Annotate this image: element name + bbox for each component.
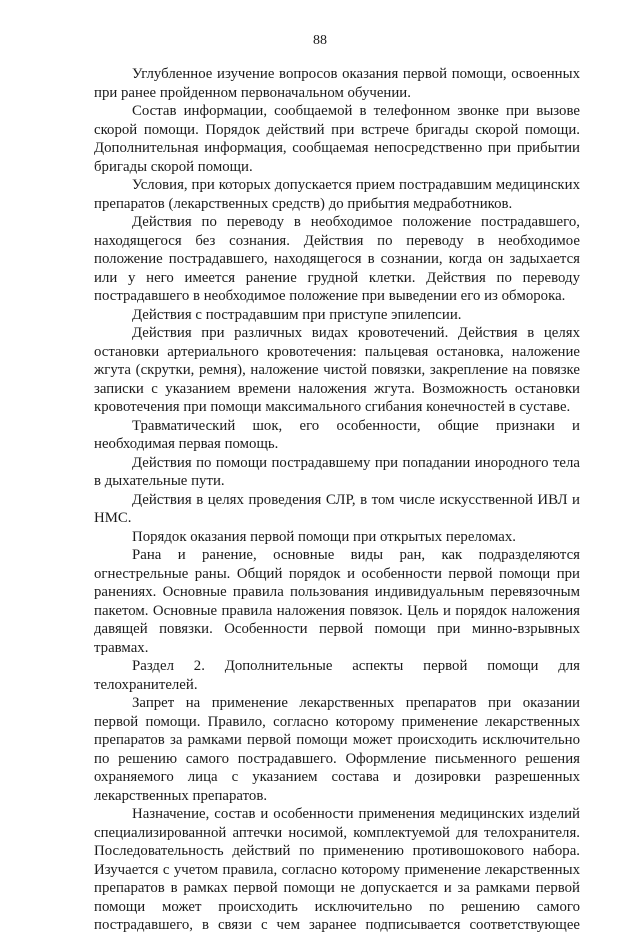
paragraph-foreign-body: Действия по помощи пострадавшему при попадании инородного тела в дыхательные пути. bbox=[94, 454, 580, 489]
paragraph-medication-conditions: Условия, при которых допускается прием пострадавшим медицинских препаратов (лекарственных средств) до прибытия медработников. bbox=[94, 177, 580, 212]
document-text-body bbox=[94, 65, 580, 935]
page-number: 88 bbox=[313, 33, 327, 48]
section-2-heading: Раздел 2. Дополнительные аспекты первой помощи для телохранителей. bbox=[94, 658, 580, 693]
paragraph-wounds: Рана и ранение, основные виды ран, как подразделяются огнестрельные раны. Общий порядок и особенности первой помощи при ранениях. Основные правила пользования индивидуальным перевязочным пакетом. Основные правила наложения повязок. Цель и порядок наложения давящей повязки. Особенности первой помощи при минно-взрывных травмах. bbox=[94, 547, 580, 656]
paragraph-cpr: Действия в целях проведения СЛР, в том числе искусственной ИВЛ и НМС. bbox=[94, 491, 580, 526]
paragraph-ambulance-call: Состав информации, сообщаемой в телефонном звонке при вызове скорой помощи. Порядок действий при встрече бригады скорой помощи. Дополнительная информация, сообщаемая непосредственно при прибытии бригады скорой помощи. bbox=[94, 103, 580, 175]
paragraph-positioning: Действия по переводу в необходимое положение пострадавшего, находящегося без сознания. Действия по переводу в необходимое положение пострадавшего, находящегося в сознании, когда он задыхается или у него имеется ранение грудной клетки. Действия по переводу пострадавшего в необходимое положение при выведении его из обморока. bbox=[94, 214, 580, 304]
paragraph-traumatic-shock: Травматический шок, его особенности, общие признаки и необходимая первая помощь. bbox=[94, 417, 580, 452]
paragraph-medication-ban: Запрет на применение лекарственных препаратов при оказании первой помощи. Правило, согласно которому применение лекарственных препаратов за рамками первой помощи может происходить исключительно по решению самого пострадавшего. Оформление письменного решения охраняемого лица с указанием состава и дозировки разрешенных лекарственных препаратов. bbox=[94, 695, 580, 804]
paragraph-first-aid-kit: Назначение, состав и особенности применения медицинских изделий специализированной аптечки носимой, комплектуемой для телохранителя. Последовательность действий по применению противошокового набора. Изучается с учетом правила, согласно которому применение лекарственных препаратов в рамках первой помощи не допускается и за рамками первой помощи может происходить исключительно по решению самого пострадавшего, в связи с чем заранее подписывается соответствующее bbox=[94, 806, 580, 933]
paragraph-bleeding: Действия при различных видах кровотечений. Действия в целях остановки артериального кровотечения: пальцевая остановка, наложение жгута (скрутки, ремня), наложение чистой повязки, закрепление на повязке записки с указанием времени наложения жгута. Возможность остановки кровотечения при помощи максимального сгибания конечностей в суставе. bbox=[94, 325, 580, 415]
paragraph-open-fractures: Порядок оказания первой помощи при открытых переломах. bbox=[132, 528, 516, 545]
paragraph-epilepsy: Действия с пострадавшим при приступе эпилепсии. bbox=[132, 306, 462, 323]
paragraph-advanced-first-aid-study: Углубленное изучение вопросов оказания первой помощи, освоенных при ранее пройденном первоначальном обучении. bbox=[94, 66, 580, 101]
